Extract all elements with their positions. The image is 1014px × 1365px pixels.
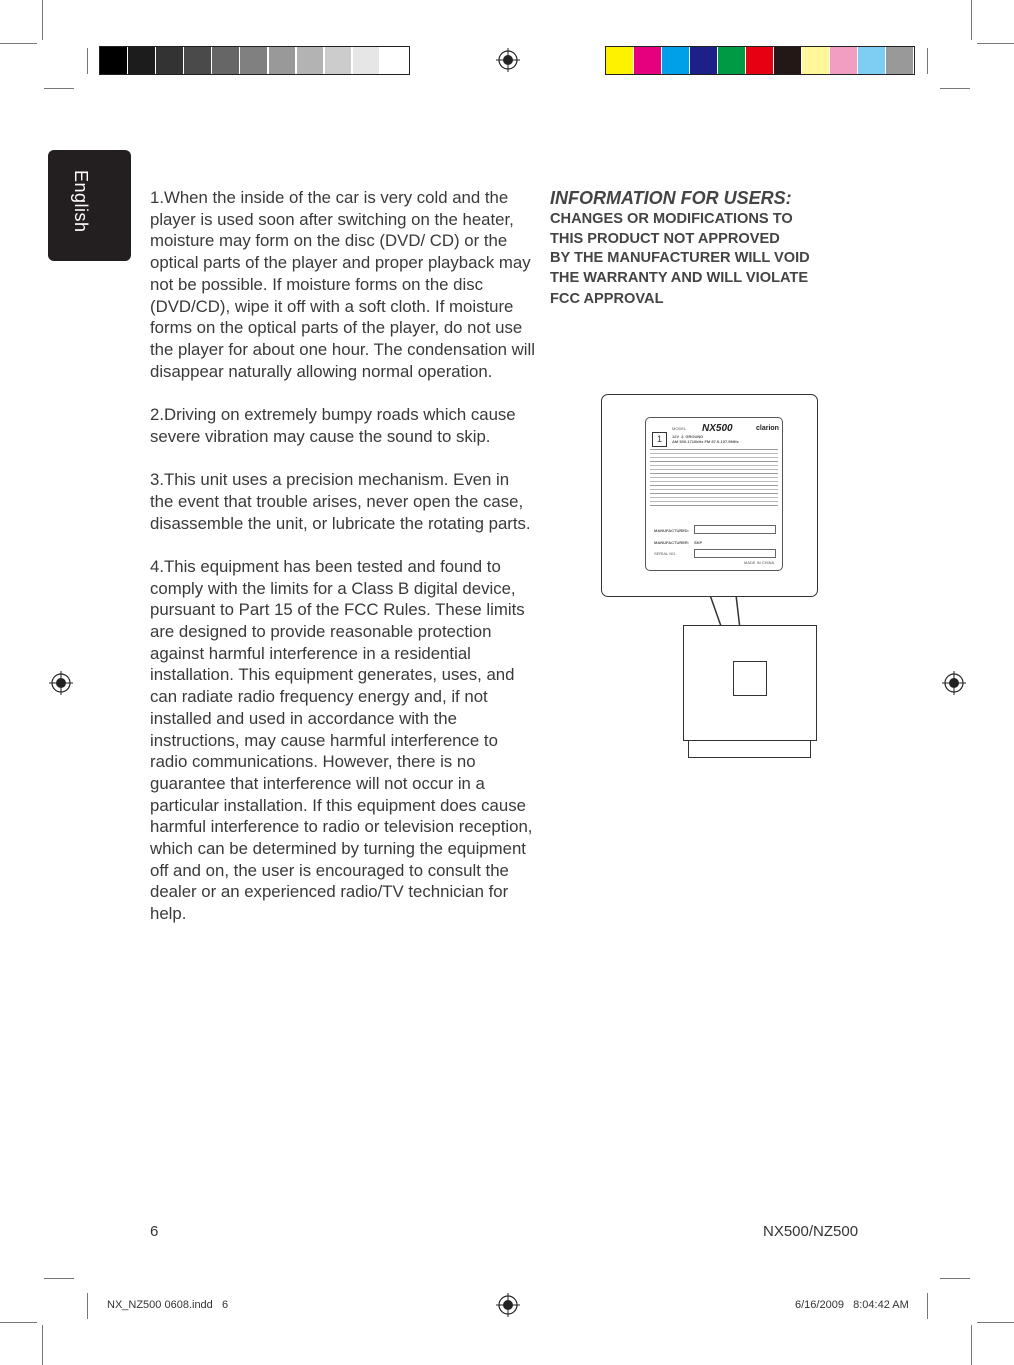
crop-mark [42,0,43,40]
label-manufactured-caption: MANUFACTURED: [654,528,690,533]
registration-mark-icon [942,671,966,695]
info-notice [550,210,850,310]
unit-base [688,740,811,758]
label-number-box [652,432,667,447]
crop-mark [44,88,74,89]
grayscale-bar [99,46,410,75]
label-fine-print [650,447,778,519]
crop-mark [44,1278,74,1279]
color-swatch [634,47,661,74]
language-tab-label: English [71,170,91,233]
info-line: THIS PRODUCT NOT APPROVED [550,230,780,247]
crop-mark [977,43,1014,44]
page-number: 6 [150,1223,159,1240]
color-swatch [184,47,211,74]
crop-mark [927,48,928,74]
color-swatch [746,47,773,74]
language-tab [48,150,131,261]
unit-label-location [733,661,767,696]
info-line: BY THE MANUFACTURER WILL VOID [550,250,810,266]
registration-mark-icon [49,671,73,695]
crop-mark [927,1293,928,1319]
label-model-caption: MODEL [672,426,687,431]
color-swatch [718,47,745,74]
color-swatch [353,47,380,74]
color-swatch [100,47,127,74]
label-serial-field [694,549,776,558]
crop-mark [940,1278,970,1279]
label-manufacturer-value: SKP [694,540,703,545]
color-swatch [269,47,296,74]
color-swatch [128,47,155,74]
color-swatch [858,47,885,74]
crop-mark [87,1293,88,1319]
color-swatch [297,47,324,74]
color-swatch [381,47,408,74]
color-swatch [886,47,913,74]
paragraph: 3.This unit uses a precision mechanism. Even in the event that trouble arises, never open the case, disassemble the unit, or lubricate the rotating parts. [150,470,531,533]
paragraph: 4.This equipment has been tested and found to comply with the limits for a Class B digital device, pursuant to Part 15 of the FCC Rules. These limits are designed to provide reasonable protection against harmful interference in a residential installation. This equipment generates, uses, and can radiate radio frequency energy and, if not installed and used in accordance with the instructions, may cause harmful interference to radio communications. However, there is no guarantee that interference will not occur in a particular installation. If this equipment does cause harmful interference to radio or television reception, which can be determined by turning the equipment off and on, the user is encouraged to consult the dealer or an experienced radio/TV technician for help. [150,556,533,924]
precautions-text [150,187,535,947]
label-serial-caption: SERIAL NO. [654,551,677,556]
label-power: 12V ⏚ GROUND [672,434,704,439]
color-swatch [802,47,829,74]
slug-file: NX_NZ500 0608.indd 6 [107,1299,229,1311]
info-line: THE WARRANTY AND WILL VIOLATE [550,269,809,286]
color-swatch [690,47,717,74]
model-name: NX500/NZ500 [763,1223,859,1240]
slug-date: 6/16/2009 8:04:42 AM [795,1299,909,1311]
crop-mark [940,88,970,89]
label-made-in: MADE IN CHINA [744,560,775,565]
info-line: CHANGES OR MODIFICATIONS TO [550,211,793,227]
crop-mark [87,48,88,74]
label-brand: clarion [756,425,779,432]
color-swatch [212,47,239,74]
registration-mark-icon [496,48,520,72]
registration-mark-icon [496,1293,520,1317]
color-swatch [156,47,183,74]
label-number: 1 [656,434,662,444]
crop-mark [971,1325,972,1365]
crop-mark [42,1325,43,1365]
color-swatch [662,47,689,74]
label-manufacturer-caption: MANUFACTURER: [654,540,690,545]
color-swatch [606,47,633,74]
paragraph: 2.Driving on extremely bumpy roads which cause severe vibration may cause the sound to skip. [150,405,516,446]
info-title: INFORMATION FOR USERS: [550,188,792,208]
crop-mark [0,43,37,44]
product-label [645,417,783,571]
color-swatch [325,47,352,74]
paragraph: 1.When the inside of the car is very cold and the player is used soon after switching on the heater, moisture may form on the disc (DVD/ CD) or the optical parts of the player and proper playback may not be possible. If moisture forms on the disc (DVD/CD), wipe it off with a soft cloth. If moisture forms on the optical parts of the player, do not use the player for about one hour. The condensation will disappear naturally allowing normal operation. [150,188,535,381]
crop-mark [977,1322,1014,1323]
color-bar [605,46,915,75]
crop-mark [971,0,972,40]
color-swatch [774,47,801,74]
color-swatch [830,47,857,74]
crop-mark [0,1322,37,1323]
label-bands: AM 530-1710kHz FM 87.9-107.9MHz [672,439,739,444]
info-line: FCC APPROVAL [550,291,664,307]
label-manufactured-field [694,525,776,534]
label-model: NX500 [702,423,733,434]
color-swatch [240,47,267,74]
